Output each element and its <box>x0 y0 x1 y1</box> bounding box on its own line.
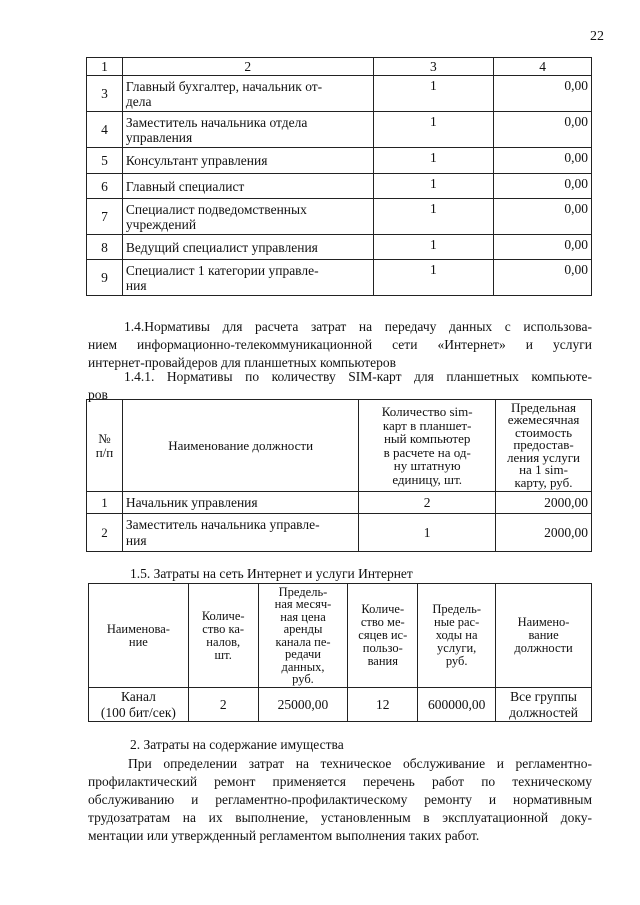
header-cell: 3 <box>373 58 494 76</box>
paragraph-line: При определении затрат на техническое обслуживание и регламентно- <box>128 756 592 771</box>
header-cell: 4 <box>494 58 592 76</box>
header-sim-count: Количество sim- карт в планшет- ный компьютер в расчете на од- ну штатную единицу, шт. <box>359 400 496 492</box>
header-price: Предель- ная месяч- ная цена аренды канала пе- редачи данных, руб. <box>258 584 348 688</box>
position-name: Главный бухгалтер, начальник от- дела <box>122 76 373 112</box>
row-number: 9 <box>87 260 123 296</box>
table-header-row <box>89 584 592 688</box>
paragraph-line: интернет-провайдеров для планшетных компьютеров <box>88 355 396 370</box>
value: 0,00 <box>494 260 592 296</box>
months-count: 12 <box>348 688 418 722</box>
value: 0,00 <box>494 112 592 148</box>
position-name: Ведущий специалист управления <box>122 235 373 260</box>
quantity: 1 <box>373 235 494 260</box>
value: 0,00 <box>494 76 592 112</box>
table-row <box>87 235 592 260</box>
section-1-4-paragraph <box>88 318 592 372</box>
header-sim-cost: Предельная ежемесячная стоимость предостав- ления услуги на 1 sim- карту, руб. <box>496 400 592 492</box>
row-number: 4 <box>87 112 123 148</box>
paragraph-line: ментации или утвержденный регламентом выполнения таких работ. <box>88 828 480 843</box>
paragraph-line: обслуживанию и регламентно-профилактическому ремонту и нормативным <box>88 792 592 807</box>
row-number: 7 <box>87 199 123 235</box>
row-number: 1 <box>87 492 123 514</box>
quantity: 1 <box>373 199 494 235</box>
row-number: 3 <box>87 76 123 112</box>
positions-group: Все группы должностей <box>496 688 592 722</box>
header-cell: 1 <box>87 58 123 76</box>
internet-costs-table <box>88 583 592 722</box>
value: 0,00 <box>494 235 592 260</box>
header-number: № п/п <box>87 400 123 492</box>
paragraph-line: нием информационно-телекоммуникационной сети «Интернет» и услуги <box>88 337 592 352</box>
table-header-row <box>87 58 592 76</box>
row-number: 5 <box>87 148 123 174</box>
header-position-name: Наименование должности <box>122 400 358 492</box>
section-2-paragraph <box>88 755 592 845</box>
table-header-row <box>87 400 592 492</box>
table-row <box>87 76 592 112</box>
position-name: Специалист 1 категории управле- ния <box>122 260 373 296</box>
table-row <box>87 514 592 552</box>
paragraph-line: профилактический ремонт применяется перечень работ по техническому <box>88 774 592 789</box>
position-name: Начальник управления <box>122 492 358 514</box>
limit-cost: 600000,00 <box>418 688 496 722</box>
sim-cost: 2000,00 <box>496 514 592 552</box>
value: 0,00 <box>494 148 592 174</box>
quantity: 1 <box>373 174 494 199</box>
paragraph-line: трудозатратам на их выполнение, установленным в эксплуатационной доку- <box>88 810 592 825</box>
position-name: Консультант управления <box>122 148 373 174</box>
paragraph-line: 1.4.Нормативы для расчета затрат на передачу данных с использова- <box>124 319 592 334</box>
position-name: Заместитель начальника отдела управления <box>122 112 373 148</box>
table-row <box>87 174 592 199</box>
quantity: 1 <box>373 148 494 174</box>
header-cell: 2 <box>122 58 373 76</box>
quantity: 1 <box>373 260 494 296</box>
header-channels: Количе- ство ка- налов, шт. <box>188 584 258 688</box>
channel-price: 25000,00 <box>258 688 348 722</box>
sim-count: 1 <box>359 514 496 552</box>
channel-name: Канал (100 бит/сек) <box>89 688 189 722</box>
page-number: 22 <box>590 29 604 44</box>
header-positions: Наимено- вание должности <box>496 584 592 688</box>
channel-count: 2 <box>188 688 258 722</box>
table-row <box>87 112 592 148</box>
row-number: 6 <box>87 174 123 199</box>
table-row <box>87 492 592 514</box>
section-1-5-title: 1.5. Затраты на сеть Интернет и услуги Интернет <box>130 566 413 581</box>
paragraph-line: ров <box>88 387 108 402</box>
header-name: Наименова- ние <box>89 584 189 688</box>
table-row <box>89 688 592 722</box>
row-number: 8 <box>87 235 123 260</box>
position-name: Специалист подведомственных учреждений <box>122 199 373 235</box>
sim-cards-table <box>86 399 592 552</box>
sim-count: 2 <box>359 492 496 514</box>
paragraph-line: 1.4.1. Нормативы по количеству SIM-карт для планшетных компьюте- <box>124 369 592 384</box>
value: 0,00 <box>494 174 592 199</box>
header-months: Количе- ство ме- сяцев ис- пользо- вания <box>348 584 418 688</box>
table-row <box>87 148 592 174</box>
table-row <box>87 260 592 296</box>
position-name: Главный специалист <box>122 174 373 199</box>
position-name: Заместитель начальника управле- ния <box>122 514 358 552</box>
quantity: 1 <box>373 76 494 112</box>
value: 0,00 <box>494 199 592 235</box>
quantity: 1 <box>373 112 494 148</box>
section-2-title: 2. Затраты на содержание имущества <box>130 737 344 752</box>
row-number: 2 <box>87 514 123 552</box>
positions-norms-table <box>86 57 592 296</box>
sim-cost: 2000,00 <box>496 492 592 514</box>
table-row <box>87 199 592 235</box>
header-limit: Предель- ные рас- ходы на услуги, руб. <box>418 584 496 688</box>
